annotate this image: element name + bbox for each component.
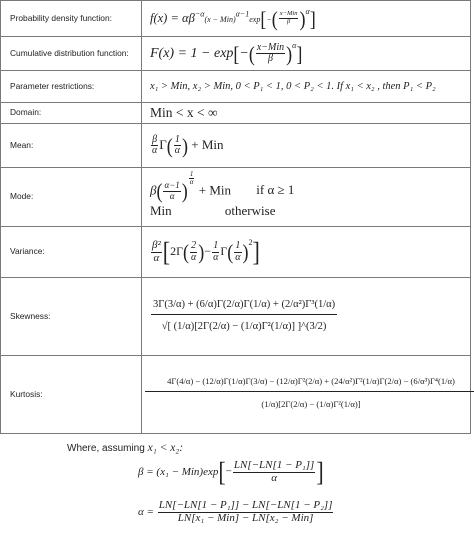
var-f2-den: α (213, 251, 219, 263)
pdf-lbracket: [ (260, 6, 267, 31)
mode-cond1: if α ≥ 1 (256, 182, 295, 198)
row-domain (1, 103, 471, 124)
beta-lbracket: [ (218, 455, 226, 488)
intro-line (67, 442, 183, 454)
beta-rbracket: ] (316, 455, 324, 488)
alpha-frac (158, 500, 334, 524)
formula-cdf: F(x) = 1 − exp[−( $\frac{\text{x−Min}}{\beta}$ )$^\alpha$] (142, 37, 471, 71)
mode-val2: Min (150, 203, 172, 218)
cdf-lparen: ( (248, 41, 255, 66)
var-rp1: ) (198, 240, 205, 264)
label-mode: Mode: (1, 168, 142, 227)
var-rbracket: ] (252, 235, 260, 267)
row-mode (1, 168, 471, 227)
alpha-den: LN[x₁ − Min] − LN[x₂ − Min] (158, 512, 334, 525)
mode-line2 (150, 199, 470, 223)
label-domain: Domain: (1, 103, 142, 124)
mode-frac-num: α−1 (164, 180, 180, 191)
kurt-num: 4Γ(4/α) − (12/α)Γ(1/α)Γ(3/α) − (12/α)Γ²(2/α) + (24/α²)Γ²(1/α)Γ(2/α) − (6/α³)Γ⁴(1/α) (167, 375, 455, 386)
skew-frac (151, 295, 337, 338)
formula-skewness (142, 278, 471, 356)
var-f1-num: 2 (191, 240, 197, 251)
mode-exp-den: α (189, 178, 194, 187)
estimation-section (0, 434, 474, 534)
mode-beta: β (150, 182, 157, 198)
mode-tail: + Min (198, 182, 231, 198)
var-gamma1: Γ (176, 243, 184, 258)
formula-mode (142, 168, 471, 227)
pdf-frac-den: β (279, 18, 299, 26)
var-f3-num: 1 (235, 240, 241, 251)
label-pdf: Probability density function: (1, 1, 142, 37)
row-cdf (1, 37, 471, 71)
pdf-lhs: f(x) = αβ (150, 10, 195, 25)
beta-num: LN[−LN[1 − P₁]] (233, 459, 315, 471)
pdf-frac (279, 11, 299, 26)
skew-num: 3Γ(3/α) + (6/α)Γ(2/α)Γ(1/α) + (2/α²)Γ³(1/α) (153, 298, 336, 310)
mode-exp-num: 1 (189, 170, 194, 178)
beta-eq: β = (x₁ − Min)exp[− $\frac{\text{LN[−LN[1 − P₁]]}}{\alpha}$ ] (138, 455, 324, 488)
label-cdf: Cumulative distribution function: (1, 37, 142, 71)
cdf-rbracket: ] (296, 41, 303, 66)
var-gamma2: Γ (220, 243, 228, 258)
var-f3-den: α (235, 251, 241, 263)
mean-coef (151, 135, 158, 157)
alpha-num: LN[−LN[1 − P₁]] − LN[−LN[1 − P₂]] (158, 499, 333, 511)
row-pdf (1, 1, 471, 37)
mean-gamma: Γ (159, 136, 167, 152)
alpha-eq (138, 500, 334, 524)
mode-exp (189, 171, 195, 187)
var-coef-den: α (151, 252, 162, 265)
pdf-rbracket: ] (309, 6, 316, 31)
cdf-lhs: F(x) = 1 − exp (150, 45, 234, 61)
pdf-exp3: α (305, 6, 310, 16)
mode-frac-den: α (163, 191, 180, 201)
pdf-lparen: ( (271, 6, 278, 31)
mean-lparen: ( (166, 133, 173, 158)
row-kurtosis (1, 356, 471, 434)
mean-coef-num: β (152, 133, 158, 145)
mean-rparen: ) (182, 133, 189, 158)
intro-text: Where, assuming (67, 443, 145, 454)
row-variance (1, 227, 471, 278)
formula-variance: $\frac{\text{β²}}{\alpha}$ [2Γ( $\frac{2}{\alpha}$ )− $\frac{1}{\alpha}$ Γ( $\frac{1}{\alpha}$ )$^2$] (142, 227, 471, 278)
row-skewness (1, 278, 471, 356)
pdf-mid: (x − Min) (204, 14, 236, 24)
formula-params: x₁ > Min, x₂ > Min, 0 < P₁ < 1, 0 < P₂ < 1. If x₁ < x₂ , then P₁ < P₂ (142, 71, 471, 103)
beta-lhs: β = (x₁ − Min)exp (138, 466, 219, 479)
label-skewness: Skewness: (1, 278, 142, 356)
cdf-frac-num: x−Min (256, 41, 285, 53)
cdf-frac (256, 43, 285, 65)
var-f2 (212, 241, 219, 263)
intro-cond: x₁ < x₂: (147, 442, 184, 454)
mode-rparen: ) (181, 179, 188, 204)
var-lp2: ( (227, 240, 234, 264)
mode-line1 (150, 170, 470, 204)
label-variance: Variance: (1, 227, 142, 278)
pdf-exp2: α−1 (235, 9, 250, 19)
pdf-rparen: ) (299, 6, 306, 31)
var-f3 (234, 241, 241, 263)
row-mean (1, 124, 471, 168)
kurt-den: (1/α)[2Γ(2/α) − (1/α)Γ²(1/α)] (145, 391, 474, 417)
skew-den: √[ (1/α)[2Γ(2/α) − (1/α)Γ²(1/α)] ]^(3/2) (151, 314, 337, 338)
label-kurtosis: Kurtosis: (1, 356, 142, 434)
var-sq: 2 (248, 237, 253, 247)
cdf-lbracket: [ (233, 41, 240, 66)
var-f1-den: α (191, 251, 197, 263)
beta-den: α (233, 472, 315, 485)
var-f1 (190, 241, 197, 263)
pdf-exp-word: exp (249, 14, 261, 24)
var-coef (151, 240, 162, 264)
var-rp2: ) (242, 240, 249, 264)
pdf-frac-num: x−Min (279, 10, 298, 18)
label-params: Parameter restrictions: (1, 71, 142, 103)
mean-inner-den: α (174, 145, 181, 156)
var-lbracket: [ (162, 235, 171, 267)
beta-frac (233, 460, 315, 484)
alpha-lhs: α = (138, 506, 154, 519)
mean-inner-num: 1 (174, 133, 180, 145)
formula-domain: Min < x < ∞ (142, 103, 471, 124)
formula-mean (142, 124, 471, 168)
cdf-exp: α (292, 40, 297, 50)
var-two: 2 (170, 243, 177, 258)
var-lp1: ( (183, 240, 190, 264)
formula-kurtosis (142, 356, 471, 434)
cdf-frac-den: β (256, 53, 285, 65)
mean-tail: + Min (191, 136, 224, 152)
pdf-exp1: −α (194, 9, 205, 19)
var-f2-num: 1 (213, 240, 219, 251)
mean-coef-den: α (152, 145, 158, 156)
label-mean: Mean: (1, 124, 142, 168)
formula-pdf: $f(x) = \alpha\beta^{-\alpha}(x - Min)^{\alpha-1}\exp[-$( $\frac{\text{x−Min}}{\beta}$ )$^\alpha$] (142, 1, 471, 37)
cdf-rparen: ) (286, 41, 293, 66)
mode-lparen: ( (156, 179, 163, 204)
mode-cond2: otherwise (224, 203, 276, 218)
row-params (1, 71, 471, 103)
kurt-frac (145, 372, 474, 417)
mean-inner (174, 135, 181, 157)
var-coef-num: β² (152, 238, 161, 251)
